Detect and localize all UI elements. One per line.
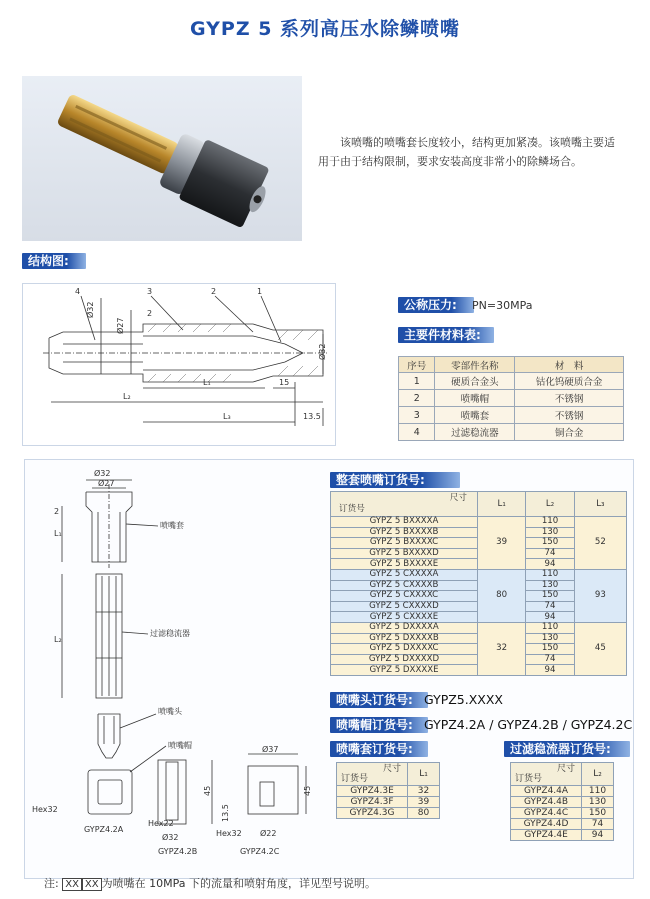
note-text: 为喷嘴在 10MPa 下的流量和喷射角度，详见型号说明。 (101, 877, 376, 890)
l2-value: 110 (526, 517, 574, 528)
svg-text:Ø32: Ø32 (162, 833, 179, 842)
l3-value: 52 (574, 517, 626, 570)
note-prefix: 注: (44, 877, 59, 890)
cell: 喷嘴帽 (435, 390, 515, 407)
l1-value: 80 (408, 808, 440, 819)
order-code: GYPZ 5 DXXXXE (331, 665, 478, 676)
col-header: L₃ (574, 492, 626, 517)
l2-value: 150 (582, 808, 614, 819)
l2-value: 110 (526, 569, 574, 580)
l2-value: 130 (526, 527, 574, 538)
col-header: 材 料 (515, 357, 624, 373)
corner-header (331, 492, 478, 517)
order-code: GYPZ4.4C (511, 808, 582, 819)
cell: 硬质合金头 (435, 373, 515, 390)
svg-text:L₂: L₂ (123, 392, 131, 401)
col-header: L₂ (526, 492, 574, 517)
tip-order-label: 喷嘴头订货号: (330, 692, 428, 708)
pressure-label: 公称压力: (398, 297, 474, 313)
materials-table (398, 356, 624, 441)
l2-value: 94 (526, 612, 574, 623)
svg-text:2: 2 (54, 507, 60, 516)
l2-value: 130 (526, 633, 574, 644)
product-photo (22, 76, 302, 241)
svg-text:4: 4 (75, 287, 81, 296)
svg-text:2: 2 (211, 287, 217, 296)
header-order: 订货号 (515, 774, 543, 784)
l1-value: 39 (408, 797, 440, 808)
svg-text:L₃: L₃ (223, 412, 231, 421)
cell: 不锈钢 (515, 407, 624, 424)
intro-text: 该喷嘴的喷嘴套长度较小，结构更加紧凑。该喷嘴主要适用于由于结构限制，要求安装高度非常小的除鳞场合。 (318, 136, 615, 168)
cell: 钴化钨硬质合金 (515, 373, 624, 390)
materials-label: 主要件材料表: (398, 327, 494, 343)
table-row (399, 424, 624, 441)
header-order: 订货号 (341, 774, 369, 784)
order-code: GYPZ4.4E (511, 830, 582, 841)
l2-value: 150 (526, 538, 574, 549)
cell: 3 (399, 407, 435, 424)
header-size: 尺寸 (382, 764, 401, 774)
cell: 4 (399, 424, 435, 441)
col-header: L₁ (477, 492, 525, 517)
svg-text:Hex32: Hex32 (216, 829, 242, 838)
svg-text:喷嘴套: 喷嘴套 (160, 521, 184, 530)
svg-text:Ø37: Ø37 (262, 745, 279, 754)
order-code: GYPZ4.3E (337, 786, 408, 797)
svg-text:过滤稳流器: 过滤稳流器 (150, 629, 190, 638)
svg-text:GYPZ4.2B: GYPZ4.2B (158, 847, 198, 856)
order-code: GYPZ 5 DXXXXC (331, 644, 478, 655)
pressure-value: PN=30MPa (472, 299, 533, 312)
l2-value: 130 (526, 580, 574, 591)
l2-value: 74 (526, 548, 574, 559)
order-code: GYPZ 5 BXXXXB (331, 527, 478, 538)
order-code: GYPZ4.4D (511, 819, 582, 830)
l2-value: 94 (526, 665, 574, 676)
cell: 1 (399, 373, 435, 390)
l3-value: 45 (574, 622, 626, 675)
svg-text:Ø27: Ø27 (98, 479, 115, 488)
order-code: GYPZ 5 BXXXXE (331, 559, 478, 570)
filter-order-label: 过滤稳流器订货号: (504, 741, 630, 757)
svg-text:L₂: L₂ (54, 635, 62, 644)
svg-text:GYPZ4.2A: GYPZ4.2A (84, 825, 124, 834)
parts-drawing (26, 462, 326, 862)
order-code: GYPZ4.3F (337, 797, 408, 808)
svg-text:Ø32: Ø32 (86, 301, 95, 318)
order-code: GYPZ 5 DXXXXA (331, 622, 478, 633)
svg-text:2: 2 (147, 309, 153, 318)
order-code: GYPZ 5 BXXXXD (331, 548, 478, 559)
l2-value: 130 (582, 797, 614, 808)
svg-text:Ø32: Ø32 (318, 343, 327, 360)
header-size: 尺寸 (556, 764, 575, 774)
header-order: 订货号 (339, 504, 365, 514)
page-title: GYPZ 5 系列高压水除鳞喷嘴 (189, 18, 461, 40)
col-header: 序号 (399, 357, 435, 373)
table-row (399, 373, 624, 390)
l1-value: 39 (477, 517, 525, 570)
order-code: GYPZ 5 DXXXXB (331, 633, 478, 644)
svg-text:3: 3 (147, 287, 153, 296)
col-header: L₁ (408, 763, 440, 786)
order-code: GYPZ 5 CXXXXA (331, 569, 478, 580)
order-code: GYPZ 5 BXXXXC (331, 538, 478, 549)
l2-value: 150 (526, 591, 574, 602)
svg-text:喷嘴头: 喷嘴头 (158, 707, 182, 716)
svg-text:L₁: L₁ (203, 378, 211, 387)
l2-value: 110 (582, 786, 614, 797)
l1-value: 80 (477, 569, 525, 622)
full-order-label: 整套喷嘴订货号: (330, 472, 460, 488)
order-code: GYPZ 5 DXXXXD (331, 654, 478, 665)
header-size: 尺寸 (449, 493, 467, 503)
order-code: GYPZ4.4B (511, 797, 582, 808)
table-row (399, 407, 624, 424)
col-header: 零部件名称 (435, 357, 515, 373)
cell: 过滤稳流器 (435, 424, 515, 441)
filter-order-table (510, 762, 614, 841)
svg-text:15: 15 (279, 378, 290, 387)
svg-text:Hex22: Hex22 (148, 819, 174, 828)
order-code: GYPZ 5 CXXXXD (331, 601, 478, 612)
svg-text:Ø27: Ø27 (116, 317, 125, 334)
l3-value: 93 (574, 569, 626, 622)
order-code: GYPZ 5 CXXXXB (331, 580, 478, 591)
l2-value: 74 (526, 601, 574, 612)
svg-text:L₁: L₁ (54, 529, 62, 538)
svg-text:1: 1 (257, 287, 263, 296)
l2-value: 94 (582, 830, 614, 841)
order-code: GYPZ4.3G (337, 808, 408, 819)
l2-value: 94 (526, 559, 574, 570)
full-order-table (330, 491, 627, 676)
l2-value: 74 (526, 654, 574, 665)
structure-drawing (22, 283, 336, 446)
order-code: GYPZ 5 BXXXXA (331, 517, 478, 528)
cell: 不锈钢 (515, 390, 624, 407)
tip-order-value: GYPZ5.XXXX (424, 692, 503, 707)
footnote (44, 875, 376, 891)
svg-text:GYPZ4.2C: GYPZ4.2C (240, 847, 280, 856)
sleeve-order-table (336, 762, 440, 819)
svg-text:13.5: 13.5 (221, 804, 230, 822)
order-code: GYPZ 5 CXXXXE (331, 612, 478, 623)
l1-value: 32 (477, 622, 525, 675)
l2-value: 150 (526, 644, 574, 655)
order-code: GYPZ4.4A (511, 786, 582, 797)
note-box: XX (82, 878, 102, 891)
sleeve-order-label: 喷嘴套订货号: (330, 741, 428, 757)
cell: 铜合金 (515, 424, 624, 441)
l2-value: 110 (526, 622, 574, 633)
cap-order-value: GYPZ4.2A / GYPZ4.2B / GYPZ4.2C (424, 717, 633, 732)
svg-text:喷嘴帽: 喷嘴帽 (168, 741, 192, 750)
svg-text:Hex32: Hex32 (32, 805, 58, 814)
svg-text:Ø22: Ø22 (260, 829, 277, 838)
table-row (399, 390, 624, 407)
svg-text:45: 45 (203, 785, 212, 796)
l1-value: 32 (408, 786, 440, 797)
svg-text:45: 45 (303, 785, 312, 796)
cap-order-label: 喷嘴帽订货号: (330, 717, 428, 733)
note-box: XX (62, 878, 82, 891)
dim-label: Ø32 (94, 469, 111, 478)
order-code: GYPZ 5 CXXXXC (331, 591, 478, 602)
cell: 2 (399, 390, 435, 407)
structure-label: 结构图: (22, 253, 86, 269)
svg-text:13.5: 13.5 (303, 412, 321, 421)
corner-header (511, 763, 582, 786)
col-header: L₂ (582, 763, 614, 786)
corner-header (337, 763, 408, 786)
l2-value: 74 (582, 819, 614, 830)
cell: 喷嘴套 (435, 407, 515, 424)
